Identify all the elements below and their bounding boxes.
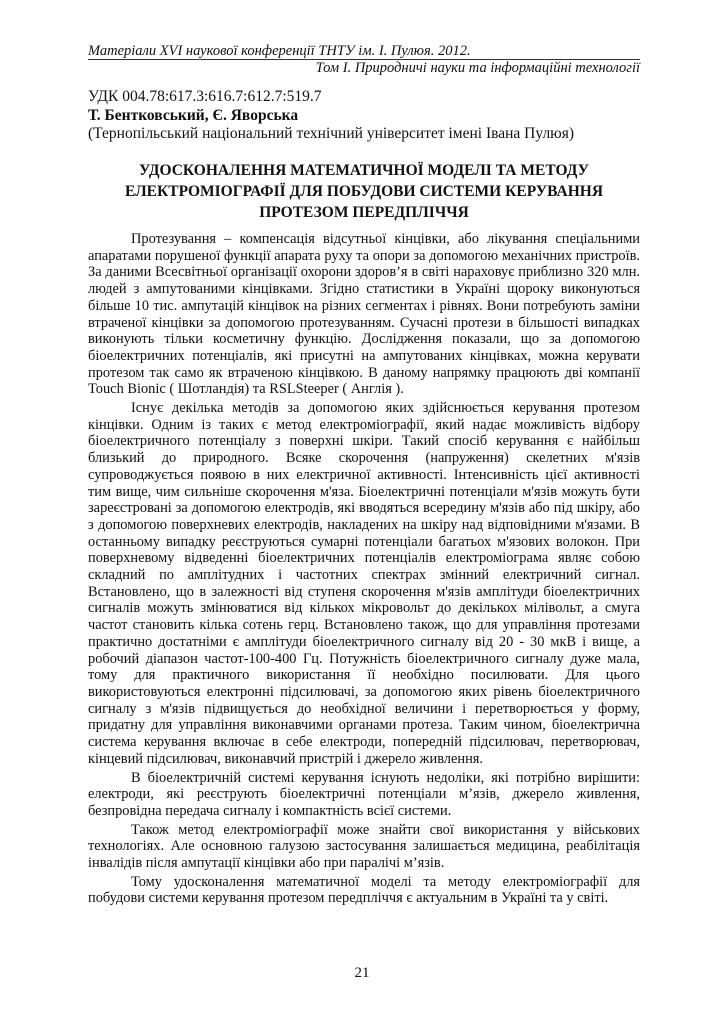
affiliation: (Тернопільський національний технічний університет імені Івана Пулюя) bbox=[88, 125, 575, 142]
page-number: 21 bbox=[354, 965, 370, 981]
udc-code: УДК 004.78:617.3:616.7:612.7:519.7 bbox=[88, 88, 322, 105]
paragraph: Існує декілька методів за допомогою яких здійснюється керування протезом кінцівки. Одним із таких є метод електроміографії, який надає можливість відбору біоелектричного потенціалу з поверхні шкіри. Такий спосіб керування є найбільш близький до природного. Всяке скорочення (напруження) скелетних м'язів супроводжується появою в них електричної активності. Інтенсивність цієї активності тим вище, чим сильніше скорочення м'яза. Біоелектричні потенціали м'язів можуть бути зареєстровані за допомогою електродів, які вводяться всередину м'язів або під шкіру, або з допомогою поверхневих електродів, накладених на шкіру над відповідними м'язами. В останньому випадку реєструються сумарні потенціали багатьох м'язових волокон. При поверхневому відведенні біоелектричних потенціалів електроміограма являє собою складний по амплітудних і частотних спектрах змінний електричний сигнал. Встановлено, що в залежності від ступеня скорочення м'язів амплітуди біоелектричних сигналів можуть змінюватися від кількох мікровольт до декількох мілівольт, а смуга частот становить кілька сотень герц. Встановлено також, що для управління протезами практично достатніми є амплітуди біоелектричного сигналу від 20 - 30 мкВ і вище, а робочий діапазон частот-100-400 Гц. Потужність біоелектричного сигналу дуже мала, тому для практичного використання її необхідно посилювати. Для цього використовуються електронні підсилювачі, за допомогою яких рівень біоелектричного сигналу з м'язів підвищується до необхідної величини і перетворюється у форму, придатну для управління виконавчими органами протеза. Таким чином, біоелектрична система керування включає в себе електроди, попередній підсилювач, перетворювач, кінцевий підсилювач, виконавчий пристрій і джерело живлення. bbox=[88, 400, 640, 767]
authors: Т. Бентковський, Є. Яворська bbox=[88, 107, 299, 124]
running-header-conference: Матеріали XVI наукової конференції ТНТУ ім. І. Пулюя. 2012. bbox=[88, 43, 471, 59]
paper-title: УДОСКОНАЛЕННЯ МАТЕМАТИЧНОЇ МОДЕЛІ ТА МЕТОДУ ЕЛЕКТРОМІОГРАФІЇ ДЛЯ ПОБУДОВИ СИСТЕМИ КЕРУВАННЯ ПРОТЕЗОМ ПЕРЕДПЛІЧЧЯ bbox=[124, 162, 604, 221]
paragraph: Тому удосконалення математичної моделі та методу електроміографії для побудови системи керування протезом передпліччя є актуальним в Україні та у світі. bbox=[88, 873, 640, 907]
paragraph: В біоелектричній системі керування існують недоліки, які потрібно вирішити: електроди, які реєструють біоелектричні потенціали м’язів, джерело живлення, безпровідна передача сигналу і компактність всієї системи. bbox=[88, 769, 640, 819]
paper-body bbox=[88, 231, 640, 909]
paragraph: Також метод електроміографії може знайти свої використання у військових технологіях. Але основною галузою застосування залишається медицина, реабілітація інвалідів після ампутації кінцівки або при паралічі м’язів. bbox=[88, 821, 640, 872]
paragraph: Протезування – компенсація відсутньої кінцівки, або лікування спеціальними апаратами порушеної функції апарата руху та опори за допомогою механічних пристроїв. За даними Всесвітньої організації охорони здоров’я в світі нараховує приблизно 320 млн. людей з ампутованими кінцівками. Згідно статистики в Україні щороку виконуються більше 10 тис. ампутацій кінцівок на різних сегментах і рівнях. Вони потребують заміни втраченої кінцівки за допомогою протезуванням. Сучасні протези в більшості випадках виконують тільки косметичну функцію. Дослідження показали, що за допомогою біоелектричних потенціалів, які присутні на ампутованих кінцівках, можна керувати протезом так само як втраченою кінцівкою. В даному напрямку працюють дві компанії Touch Bionic ( Шотландія) та RSLSteeper ( Англія ). bbox=[88, 231, 640, 398]
running-header-volume: Том І. Природничі науки та інформаційні технології bbox=[315, 60, 640, 76]
